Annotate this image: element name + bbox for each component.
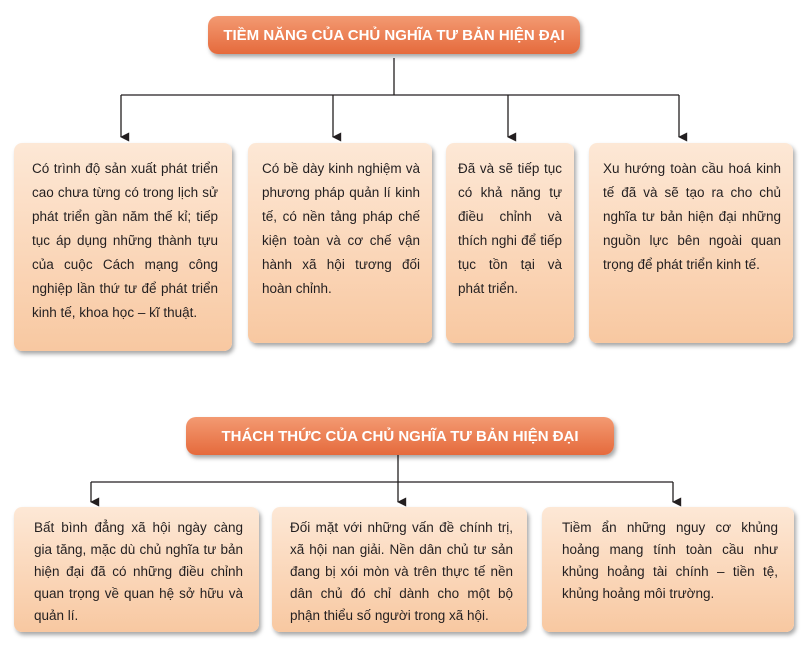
potential-box-3: Đã và sẽ tiếp tục có khả năng tự điều chỉnh và thích nghi để tiếp tục tồn tại và phát triển.: [446, 143, 574, 343]
potential-box-4: Xu hướng toàn cầu hoá kinh tế đã và sẽ tạo ra cho chủ nghĩa tư bản hiện đại những nguồn lực bên ngoài quan trọng để phát triển kinh tế.: [589, 143, 793, 343]
challenges-title: THÁCH THỨC CỦA CHỦ NGHĨA TƯ BẢN HIỆN ĐẠI: [186, 417, 614, 455]
potential-box-1: Có trình độ sản xuất phát triển cao chưa từng có trong lịch sử phát triển gần năm thế kỉ; tiếp tục áp dụng những thành tựu của cuộc Cách mạng công nghiệp lần thứ tư để phát triển kinh tế, khoa học – kĩ thuật.: [14, 143, 232, 351]
potential-title: TIỀM NĂNG CỦA CHỦ NGHĨA TƯ BẢN HIỆN ĐẠI: [208, 16, 580, 54]
challenges-box-3: Tiềm ẩn những nguy cơ khủng hoảng mang tính toàn cầu như khủng hoảng tài chính – tiền tệ, khủng hoảng môi trường.: [542, 507, 794, 632]
challenges-box-2: Đối mặt với những vấn đề chính trị, xã hội nan giải. Nền dân chủ tư sản đang bị xói mòn và trên thực tế nền dân chủ đó chỉ dành cho một bộ phận thiểu số người trong xã hội.: [272, 507, 527, 632]
potential-box-2: Có bề dày kinh nghiệm và phương pháp quản lí kinh tế, có nền tảng pháp chế kiện toàn và cơ chế vận hành xã hội tương đối hoàn chỉnh.: [248, 143, 432, 343]
challenges-box-1: Bất bình đẳng xã hội ngày càng gia tăng, mặc dù chủ nghĩa tư bản hiện đại đã có những điều chỉnh quan trọng về quan hệ sở hữu và quản lí.: [14, 507, 259, 632]
